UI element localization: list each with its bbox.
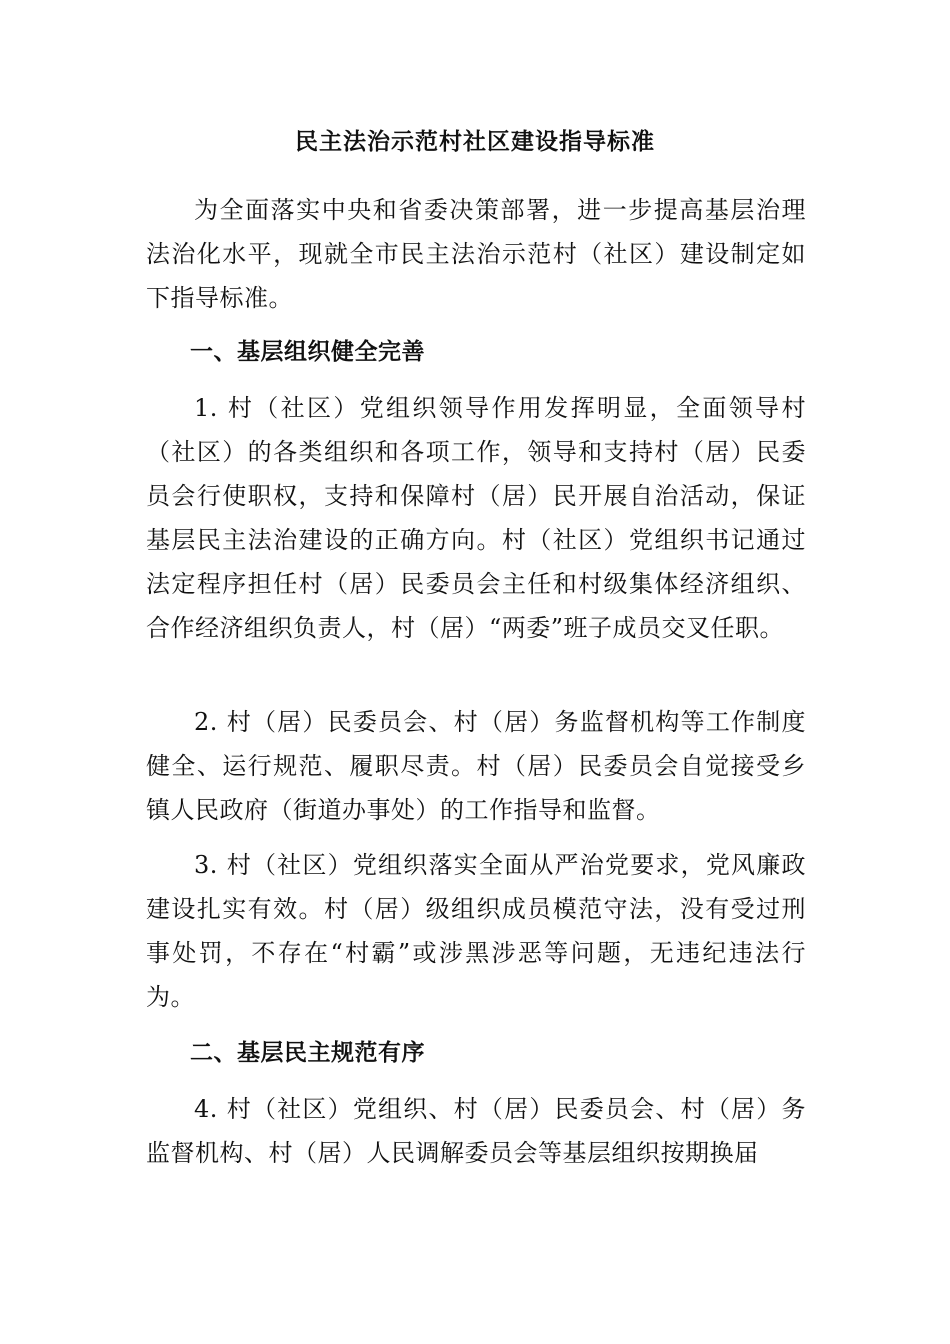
section-heading-1: 一、基层组织健全完善	[190, 338, 425, 365]
paragraph-1: 1. 村（社区）党组织领导作用发挥明显，全面领导村（社区）的各类组织和各项工作，领导和支持村（居）民委员会行使职权，支持和保障村（居）民开展自治活动，保证基层民主法治建设的正确方向。村（社区）党组织书记通过法定程序担任村（居）民委员会主任和村级集体经济组织、合作经济组织负责人，村（居）“两委”班子成员交叉任职。	[146, 394, 806, 642]
paragraph-4: 4. 村（社区）党组织、村（居）民委员会、村（居）务监督机构、村（居）人民调解委员会等基层组织按期换届	[146, 1095, 806, 1167]
document-title: 民主法治示范村社区建设指导标准	[295, 128, 655, 155]
intro-paragraph: 为全面落实中央和省委决策部署，进一步提高基层治理法治化水平，现就全市民主法治示范村（社区）建设制定如下指导标准。	[146, 196, 806, 312]
paragraph-3: 3. 村（社区）党组织落实全面从严治党要求，党风廉政建设扎实有效。村（居）级组织成员模范守法，没有受过刑事处罚，不存在“村霸”或涉黑涉恶等问题，无违纪违法行为。	[146, 851, 806, 1011]
paragraph-2: 2. 村（居）民委员会、村（居）务监督机构等工作制度健全、运行规范、履职尽责。村（居）民委员会自觉接受乡镇人民政府（街道办事处）的工作指导和监督。	[146, 708, 806, 824]
section-heading-2: 二、基层民主规范有序	[190, 1039, 425, 1066]
